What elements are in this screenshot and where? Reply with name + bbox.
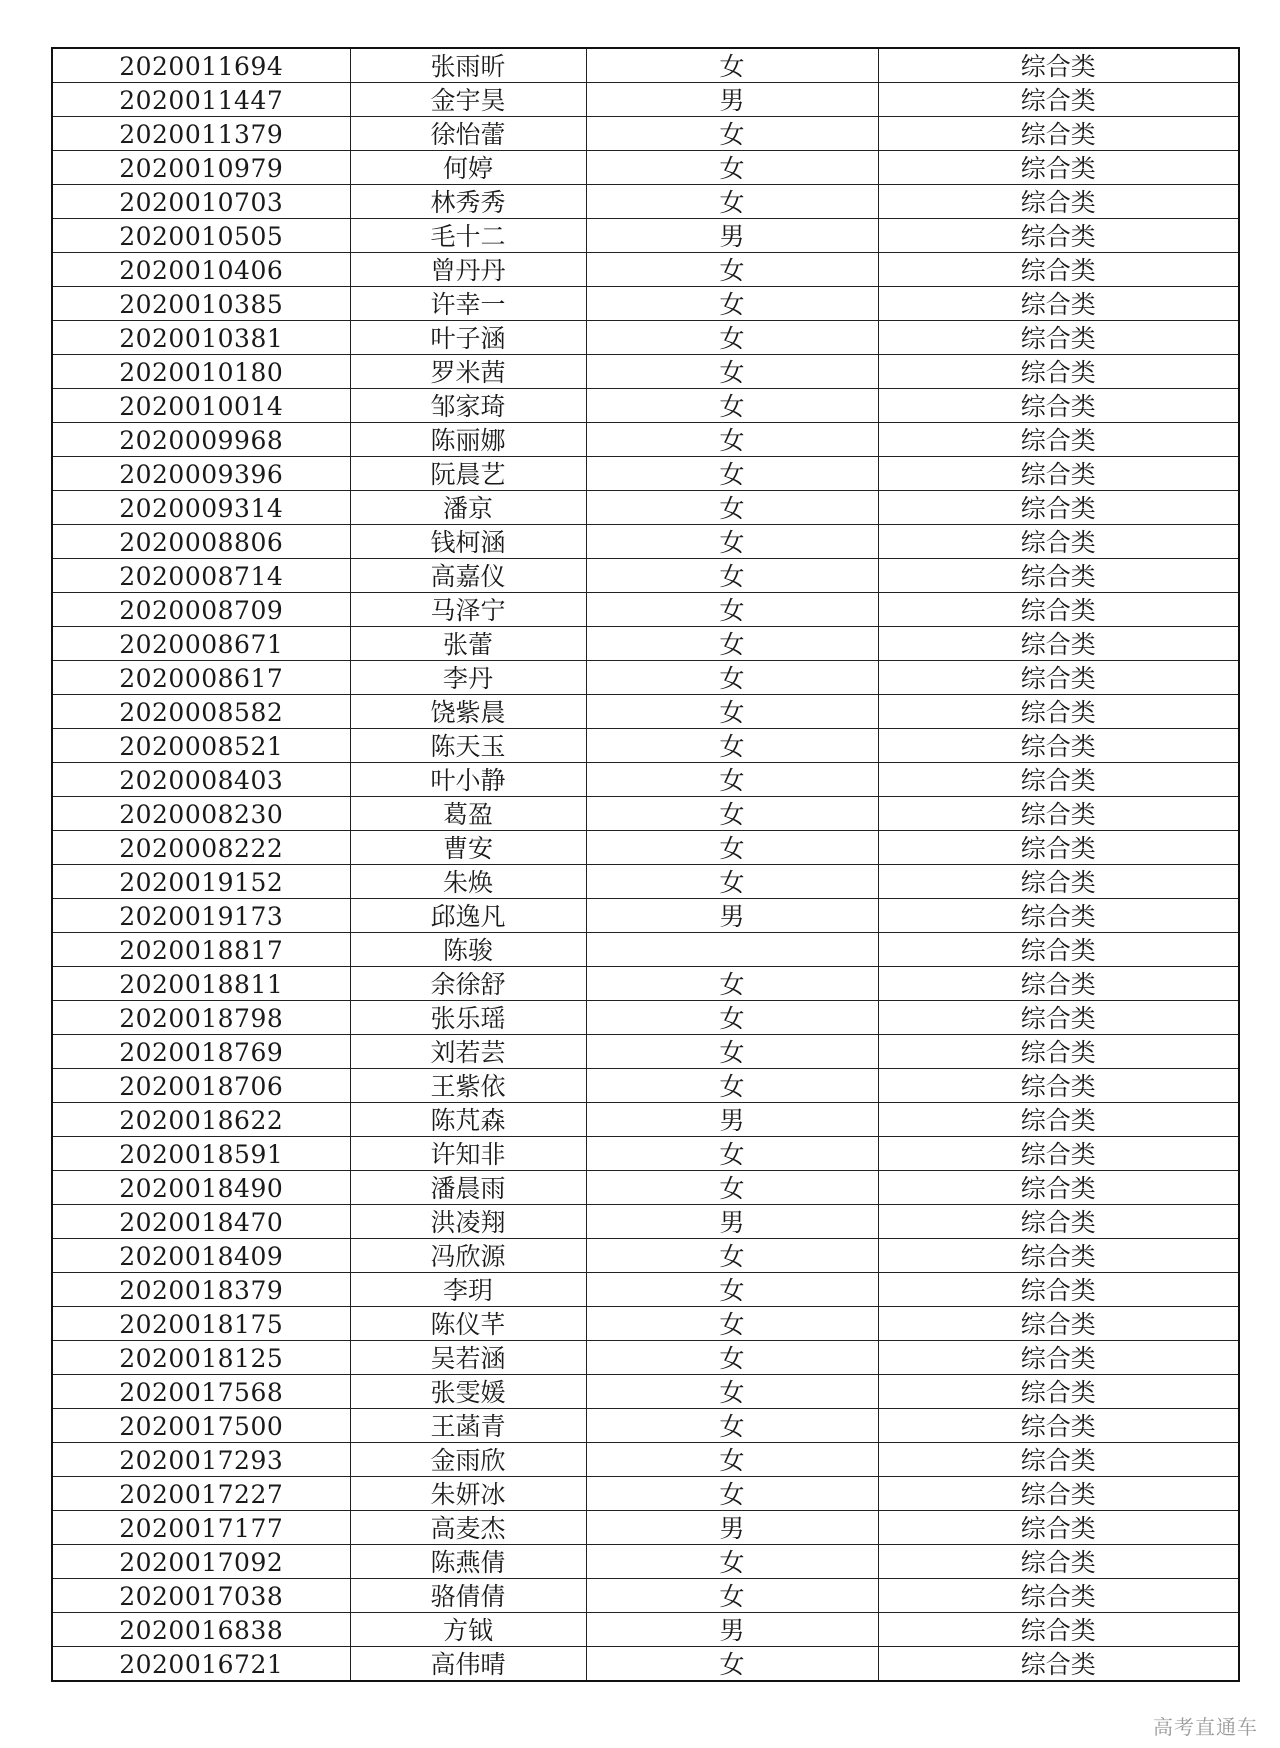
student-name-cell: 张雨昕 <box>350 48 586 83</box>
gender-cell: 女 <box>586 1545 878 1579</box>
student-id-cell: 2020009968 <box>52 423 350 457</box>
table-row <box>52 1613 1239 1647</box>
table-row <box>52 899 1239 933</box>
admission-list-table <box>51 47 1240 1682</box>
student-name-cell: 骆倩倩 <box>350 1579 586 1613</box>
table-row <box>52 627 1239 661</box>
student-name-cell: 曾丹丹 <box>350 253 586 287</box>
student-name-cell: 高麦杰 <box>350 1511 586 1545</box>
table-row <box>52 593 1239 627</box>
table-row <box>52 729 1239 763</box>
student-name-cell: 邱逸凡 <box>350 899 586 933</box>
table-row <box>52 967 1239 1001</box>
student-id-cell: 2020010979 <box>52 151 350 185</box>
table-row <box>52 321 1239 355</box>
gender-cell: 女 <box>586 1409 878 1443</box>
student-id-cell: 2020008582 <box>52 695 350 729</box>
student-name-cell: 余徐舒 <box>350 967 586 1001</box>
student-name-cell: 钱柯涵 <box>350 525 586 559</box>
table-row <box>52 457 1239 491</box>
student-name-cell: 朱妍冰 <box>350 1477 586 1511</box>
gender-cell: 女 <box>586 729 878 763</box>
student-id-cell: 2020010180 <box>52 355 350 389</box>
watermark-text: 高考直通车 <box>1153 1715 1258 1739</box>
student-id-cell: 2020018125 <box>52 1341 350 1375</box>
category-cell: 综合类 <box>878 219 1239 253</box>
student-id-cell: 2020018490 <box>52 1171 350 1205</box>
student-id-cell: 2020011694 <box>52 48 350 83</box>
student-name-cell: 冯欣源 <box>350 1239 586 1273</box>
category-cell: 综合类 <box>878 117 1239 151</box>
category-cell: 综合类 <box>878 627 1239 661</box>
student-id-cell: 2020009396 <box>52 457 350 491</box>
table-row <box>52 525 1239 559</box>
category-cell: 综合类 <box>878 831 1239 865</box>
category-cell: 综合类 <box>878 1035 1239 1069</box>
category-cell: 综合类 <box>878 457 1239 491</box>
table-row <box>52 865 1239 899</box>
category-cell: 综合类 <box>878 661 1239 695</box>
student-name-cell: 曹安 <box>350 831 586 865</box>
gender-cell: 女 <box>586 185 878 219</box>
category-cell: 综合类 <box>878 1205 1239 1239</box>
student-name-cell: 陈芃森 <box>350 1103 586 1137</box>
student-name-cell: 陈燕倩 <box>350 1545 586 1579</box>
student-name-cell: 李丹 <box>350 661 586 695</box>
student-name-cell: 高嘉仪 <box>350 559 586 593</box>
gender-cell: 女 <box>586 1171 878 1205</box>
student-id-cell: 2020017568 <box>52 1375 350 1409</box>
gender-cell: 女 <box>586 1137 878 1171</box>
category-cell: 综合类 <box>878 1069 1239 1103</box>
student-id-cell: 2020010505 <box>52 219 350 253</box>
student-id-cell: 2020018817 <box>52 933 350 967</box>
gender-cell: 女 <box>586 831 878 865</box>
category-cell: 综合类 <box>878 1001 1239 1035</box>
student-name-cell: 张雯媛 <box>350 1375 586 1409</box>
student-id-cell: 2020017092 <box>52 1545 350 1579</box>
table-row <box>52 1001 1239 1035</box>
category-cell: 综合类 <box>878 355 1239 389</box>
student-id-cell: 2020018706 <box>52 1069 350 1103</box>
category-cell: 综合类 <box>878 899 1239 933</box>
student-name-cell: 罗米茜 <box>350 355 586 389</box>
table-row <box>52 1375 1239 1409</box>
student-id-cell: 2020018622 <box>52 1103 350 1137</box>
gender-cell: 女 <box>586 1579 878 1613</box>
category-cell: 综合类 <box>878 1341 1239 1375</box>
gender-cell: 女 <box>586 1035 878 1069</box>
student-id-cell: 2020017500 <box>52 1409 350 1443</box>
student-id-cell: 2020016721 <box>52 1647 350 1682</box>
table-row <box>52 1307 1239 1341</box>
student-id-cell: 2020008230 <box>52 797 350 831</box>
student-id-cell: 2020017038 <box>52 1579 350 1613</box>
table-row <box>52 1205 1239 1239</box>
student-name-cell: 叶小静 <box>350 763 586 797</box>
table-row <box>52 1171 1239 1205</box>
student-id-cell: 2020011379 <box>52 117 350 151</box>
table-row <box>52 491 1239 525</box>
table-row <box>52 695 1239 729</box>
gender-cell: 男 <box>586 1613 878 1647</box>
category-cell: 综合类 <box>878 763 1239 797</box>
student-name-cell: 张蕾 <box>350 627 586 661</box>
student-id-cell: 2020008709 <box>52 593 350 627</box>
category-cell: 综合类 <box>878 287 1239 321</box>
table-row <box>52 253 1239 287</box>
student-name-cell: 陈天玉 <box>350 729 586 763</box>
table-row <box>52 219 1239 253</box>
student-id-cell: 2020017227 <box>52 1477 350 1511</box>
table-row <box>52 1239 1239 1273</box>
category-cell: 综合类 <box>878 1171 1239 1205</box>
table-row <box>52 797 1239 831</box>
gender-cell: 男 <box>586 1511 878 1545</box>
student-id-cell: 2020018769 <box>52 1035 350 1069</box>
gender-cell: 女 <box>586 627 878 661</box>
student-id-cell: 2020016838 <box>52 1613 350 1647</box>
category-cell: 综合类 <box>878 1443 1239 1477</box>
category-cell: 综合类 <box>878 1239 1239 1273</box>
table-body <box>52 48 1239 1681</box>
student-id-cell: 2020017177 <box>52 1511 350 1545</box>
student-name-cell: 张乐瑶 <box>350 1001 586 1035</box>
gender-cell: 男 <box>586 1205 878 1239</box>
student-id-cell: 2020019152 <box>52 865 350 899</box>
student-name-cell: 王紫依 <box>350 1069 586 1103</box>
category-cell: 综合类 <box>878 1273 1239 1307</box>
category-cell: 综合类 <box>878 83 1239 117</box>
student-name-cell: 邹家琦 <box>350 389 586 423</box>
student-id-cell: 2020018379 <box>52 1273 350 1307</box>
student-name-cell: 许幸一 <box>350 287 586 321</box>
gender-cell: 女 <box>586 1443 878 1477</box>
student-name-cell: 高伟晴 <box>350 1647 586 1682</box>
gender-cell: 女 <box>586 1375 878 1409</box>
student-id-cell: 2020010406 <box>52 253 350 287</box>
table-row <box>52 1069 1239 1103</box>
category-cell: 综合类 <box>878 1137 1239 1171</box>
gender-cell: 女 <box>586 457 878 491</box>
category-cell: 综合类 <box>878 1613 1239 1647</box>
category-cell: 综合类 <box>878 151 1239 185</box>
student-id-cell: 2020011447 <box>52 83 350 117</box>
student-name-cell: 潘晨雨 <box>350 1171 586 1205</box>
category-cell: 综合类 <box>878 593 1239 627</box>
student-name-cell: 陈仪芊 <box>350 1307 586 1341</box>
table-row <box>52 1579 1239 1613</box>
category-cell: 综合类 <box>878 1579 1239 1613</box>
student-name-cell: 许知非 <box>350 1137 586 1171</box>
gender-cell: 女 <box>586 1069 878 1103</box>
student-name-cell: 陈骏 <box>350 933 586 967</box>
gender-cell: 男 <box>586 899 878 933</box>
table-row <box>52 355 1239 389</box>
gender-cell: 男 <box>586 219 878 253</box>
student-name-cell: 洪凌翔 <box>350 1205 586 1239</box>
category-cell: 综合类 <box>878 1477 1239 1511</box>
category-cell: 综合类 <box>878 389 1239 423</box>
table-row <box>52 287 1239 321</box>
gender-cell: 女 <box>586 865 878 899</box>
student-name-cell: 徐怡蕾 <box>350 117 586 151</box>
category-cell: 综合类 <box>878 933 1239 967</box>
student-name-cell: 阮晨艺 <box>350 457 586 491</box>
table-row <box>52 389 1239 423</box>
student-id-cell: 2020008222 <box>52 831 350 865</box>
gender-cell: 女 <box>586 389 878 423</box>
student-name-cell: 金宇昊 <box>350 83 586 117</box>
student-name-cell: 金雨欣 <box>350 1443 586 1477</box>
table-row <box>52 48 1239 83</box>
gender-cell: 女 <box>586 1273 878 1307</box>
student-name-cell: 饶紫晨 <box>350 695 586 729</box>
gender-cell: 女 <box>586 967 878 1001</box>
student-id-cell: 2020008671 <box>52 627 350 661</box>
gender-cell: 女 <box>586 1647 878 1682</box>
table-row <box>52 559 1239 593</box>
student-id-cell: 2020008806 <box>52 525 350 559</box>
category-cell: 综合类 <box>878 1103 1239 1137</box>
category-cell: 综合类 <box>878 1409 1239 1443</box>
category-cell: 综合类 <box>878 559 1239 593</box>
category-cell: 综合类 <box>878 1647 1239 1682</box>
gender-cell: 女 <box>586 1477 878 1511</box>
table-row <box>52 1341 1239 1375</box>
table-row <box>52 185 1239 219</box>
gender-cell: 女 <box>586 253 878 287</box>
category-cell: 综合类 <box>878 423 1239 457</box>
category-cell: 综合类 <box>878 1545 1239 1579</box>
student-name-cell: 王菡青 <box>350 1409 586 1443</box>
gender-cell: 男 <box>586 83 878 117</box>
category-cell: 综合类 <box>878 321 1239 355</box>
gender-cell: 女 <box>586 593 878 627</box>
student-id-cell: 2020008403 <box>52 763 350 797</box>
gender-cell: 女 <box>586 1307 878 1341</box>
gender-cell: 女 <box>586 117 878 151</box>
gender-cell: 女 <box>586 151 878 185</box>
table-row <box>52 1273 1239 1307</box>
student-id-cell: 2020019173 <box>52 899 350 933</box>
category-cell: 综合类 <box>878 695 1239 729</box>
table-row <box>52 1137 1239 1171</box>
category-cell: 综合类 <box>878 48 1239 83</box>
gender-cell: 女 <box>586 559 878 593</box>
student-id-cell: 2020017293 <box>52 1443 350 1477</box>
category-cell: 综合类 <box>878 1307 1239 1341</box>
student-id-cell: 2020010381 <box>52 321 350 355</box>
gender-cell: 女 <box>586 1239 878 1273</box>
gender-cell: 女 <box>586 525 878 559</box>
gender-cell: 女 <box>586 287 878 321</box>
student-name-cell: 林秀秀 <box>350 185 586 219</box>
table-row <box>52 831 1239 865</box>
category-cell: 综合类 <box>878 729 1239 763</box>
table-row <box>52 151 1239 185</box>
gender-cell: 女 <box>586 321 878 355</box>
student-id-cell: 2020010385 <box>52 287 350 321</box>
gender-cell: 男 <box>586 1103 878 1137</box>
student-id-cell: 2020018470 <box>52 1205 350 1239</box>
gender-cell: 女 <box>586 763 878 797</box>
gender-cell: 女 <box>586 423 878 457</box>
table-row <box>52 1477 1239 1511</box>
student-name-cell: 毛十二 <box>350 219 586 253</box>
gender-cell: 女 <box>586 661 878 695</box>
category-cell: 综合类 <box>878 797 1239 831</box>
table-row <box>52 763 1239 797</box>
table-row <box>52 117 1239 151</box>
table-row <box>52 1511 1239 1545</box>
student-id-cell: 2020018798 <box>52 1001 350 1035</box>
table-row <box>52 1103 1239 1137</box>
category-cell: 综合类 <box>878 491 1239 525</box>
student-name-cell: 方钺 <box>350 1613 586 1647</box>
student-name-cell: 潘京 <box>350 491 586 525</box>
table-row <box>52 1443 1239 1477</box>
student-name-cell: 刘若芸 <box>350 1035 586 1069</box>
table-row <box>52 1409 1239 1443</box>
gender-cell: 女 <box>586 1341 878 1375</box>
gender-cell: 女 <box>586 355 878 389</box>
student-name-cell: 叶子涵 <box>350 321 586 355</box>
student-id-cell: 2020008714 <box>52 559 350 593</box>
student-id-cell: 2020010703 <box>52 185 350 219</box>
category-cell: 综合类 <box>878 185 1239 219</box>
student-id-cell: 2020008617 <box>52 661 350 695</box>
student-name-cell: 何婷 <box>350 151 586 185</box>
student-name-cell: 吴若涵 <box>350 1341 586 1375</box>
table-row <box>52 1035 1239 1069</box>
table-row <box>52 1647 1239 1682</box>
student-name-cell: 李玥 <box>350 1273 586 1307</box>
gender-cell: 女 <box>586 797 878 831</box>
category-cell: 综合类 <box>878 1375 1239 1409</box>
category-cell: 综合类 <box>878 253 1239 287</box>
category-cell: 综合类 <box>878 525 1239 559</box>
student-name-cell: 马泽宁 <box>350 593 586 627</box>
student-id-cell: 2020009314 <box>52 491 350 525</box>
category-cell: 综合类 <box>878 967 1239 1001</box>
table-row <box>52 1545 1239 1579</box>
category-cell: 综合类 <box>878 865 1239 899</box>
table-row <box>52 933 1239 967</box>
student-name-cell: 葛盈 <box>350 797 586 831</box>
student-name-cell: 陈丽娜 <box>350 423 586 457</box>
gender-cell <box>586 933 878 967</box>
gender-cell: 女 <box>586 491 878 525</box>
student-id-cell: 2020010014 <box>52 389 350 423</box>
gender-cell: 女 <box>586 48 878 83</box>
table-row <box>52 83 1239 117</box>
student-id-cell: 2020018175 <box>52 1307 350 1341</box>
table-row <box>52 423 1239 457</box>
student-id-cell: 2020008521 <box>52 729 350 763</box>
gender-cell: 女 <box>586 1001 878 1035</box>
student-id-cell: 2020018591 <box>52 1137 350 1171</box>
student-id-cell: 2020018811 <box>52 967 350 1001</box>
table-row <box>52 661 1239 695</box>
student-id-cell: 2020018409 <box>52 1239 350 1273</box>
student-name-cell: 朱焕 <box>350 865 586 899</box>
category-cell: 综合类 <box>878 1511 1239 1545</box>
gender-cell: 女 <box>586 695 878 729</box>
